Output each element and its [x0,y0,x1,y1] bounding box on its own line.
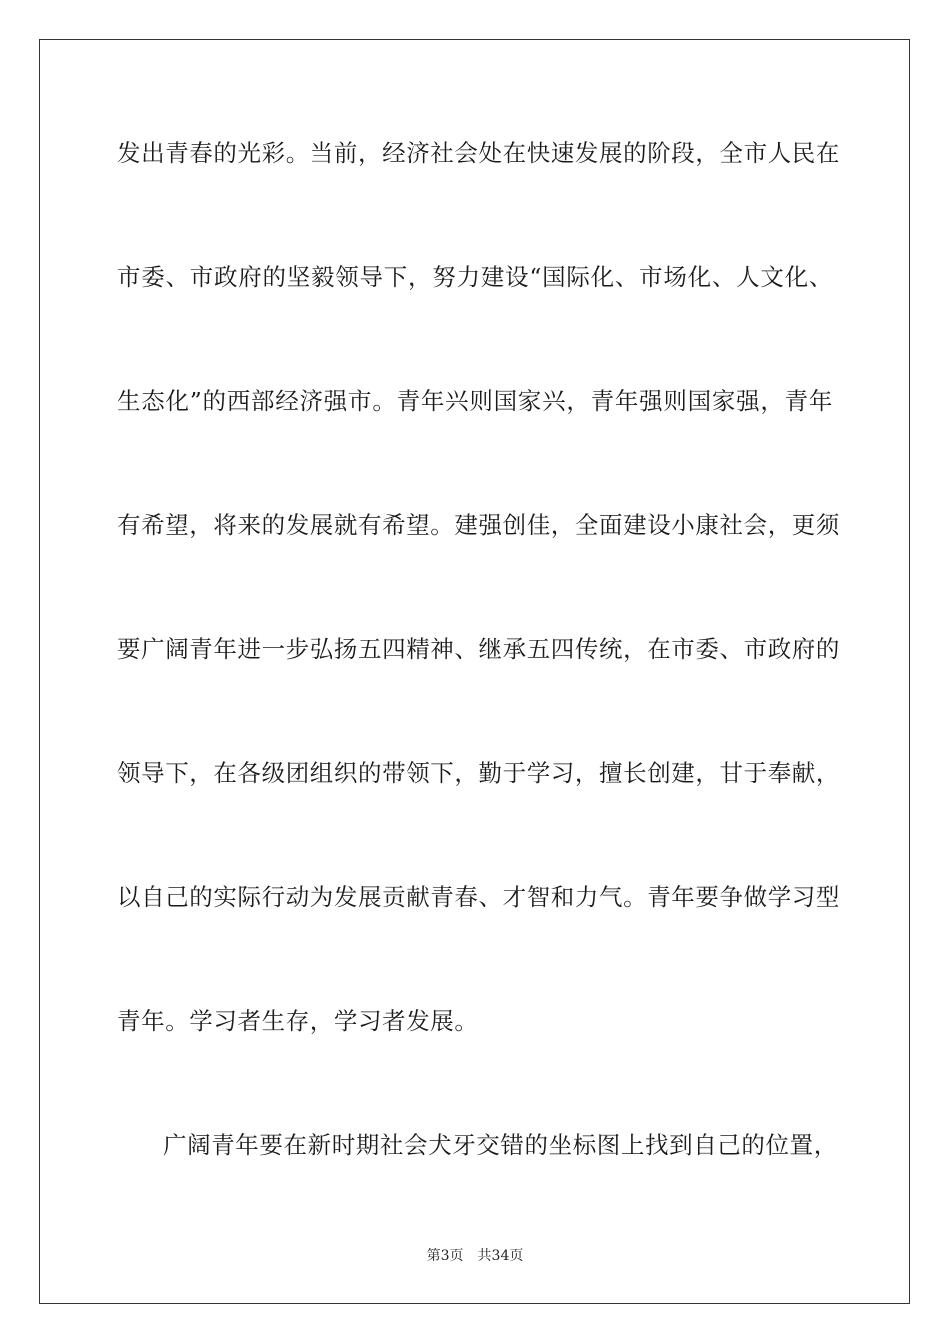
total-page-count: 共34页 [477,1248,524,1264]
paragraph-line: 生态化”的西部经济强市。青年兴则国家兴，青年强则国家强，青年 [117,387,833,415]
paragraph-line: 有希望，将来的发展就有希望。建强创佳，全面建设小康社会，更须 [117,511,840,539]
current-page-number: 第3页 [426,1248,464,1264]
page-border [39,39,910,1304]
paragraph-line: 发出青春的光彩。当前，经济社会处在快速发展的阶段，全市人民在 [117,139,840,167]
paragraph-line: 以自己的实际行动为发展贡献青春、才智和力气。青年要争做学习型 [117,883,840,911]
paragraph-line: 领导下，在各级团组织的带领下，勤于学习，擅长创建，甘于奉献， [117,759,840,787]
page-footer [0,1247,950,1265]
paragraph-line: 要广阔青年进一步弘扬五四精神、继承五四传统，在市委、市政府的 [117,635,840,663]
paragraph-line: 市委、市政府的坚毅领导下，努力建设“国际化、市场化、人文化、 [117,263,833,291]
paragraph-line: 广阔青年要在新时期社会犬牙交错的坐标图上找到自己的位置， [163,1131,838,1159]
paragraph-line: 青年。学习者生存，学习者发展。 [117,1007,479,1035]
